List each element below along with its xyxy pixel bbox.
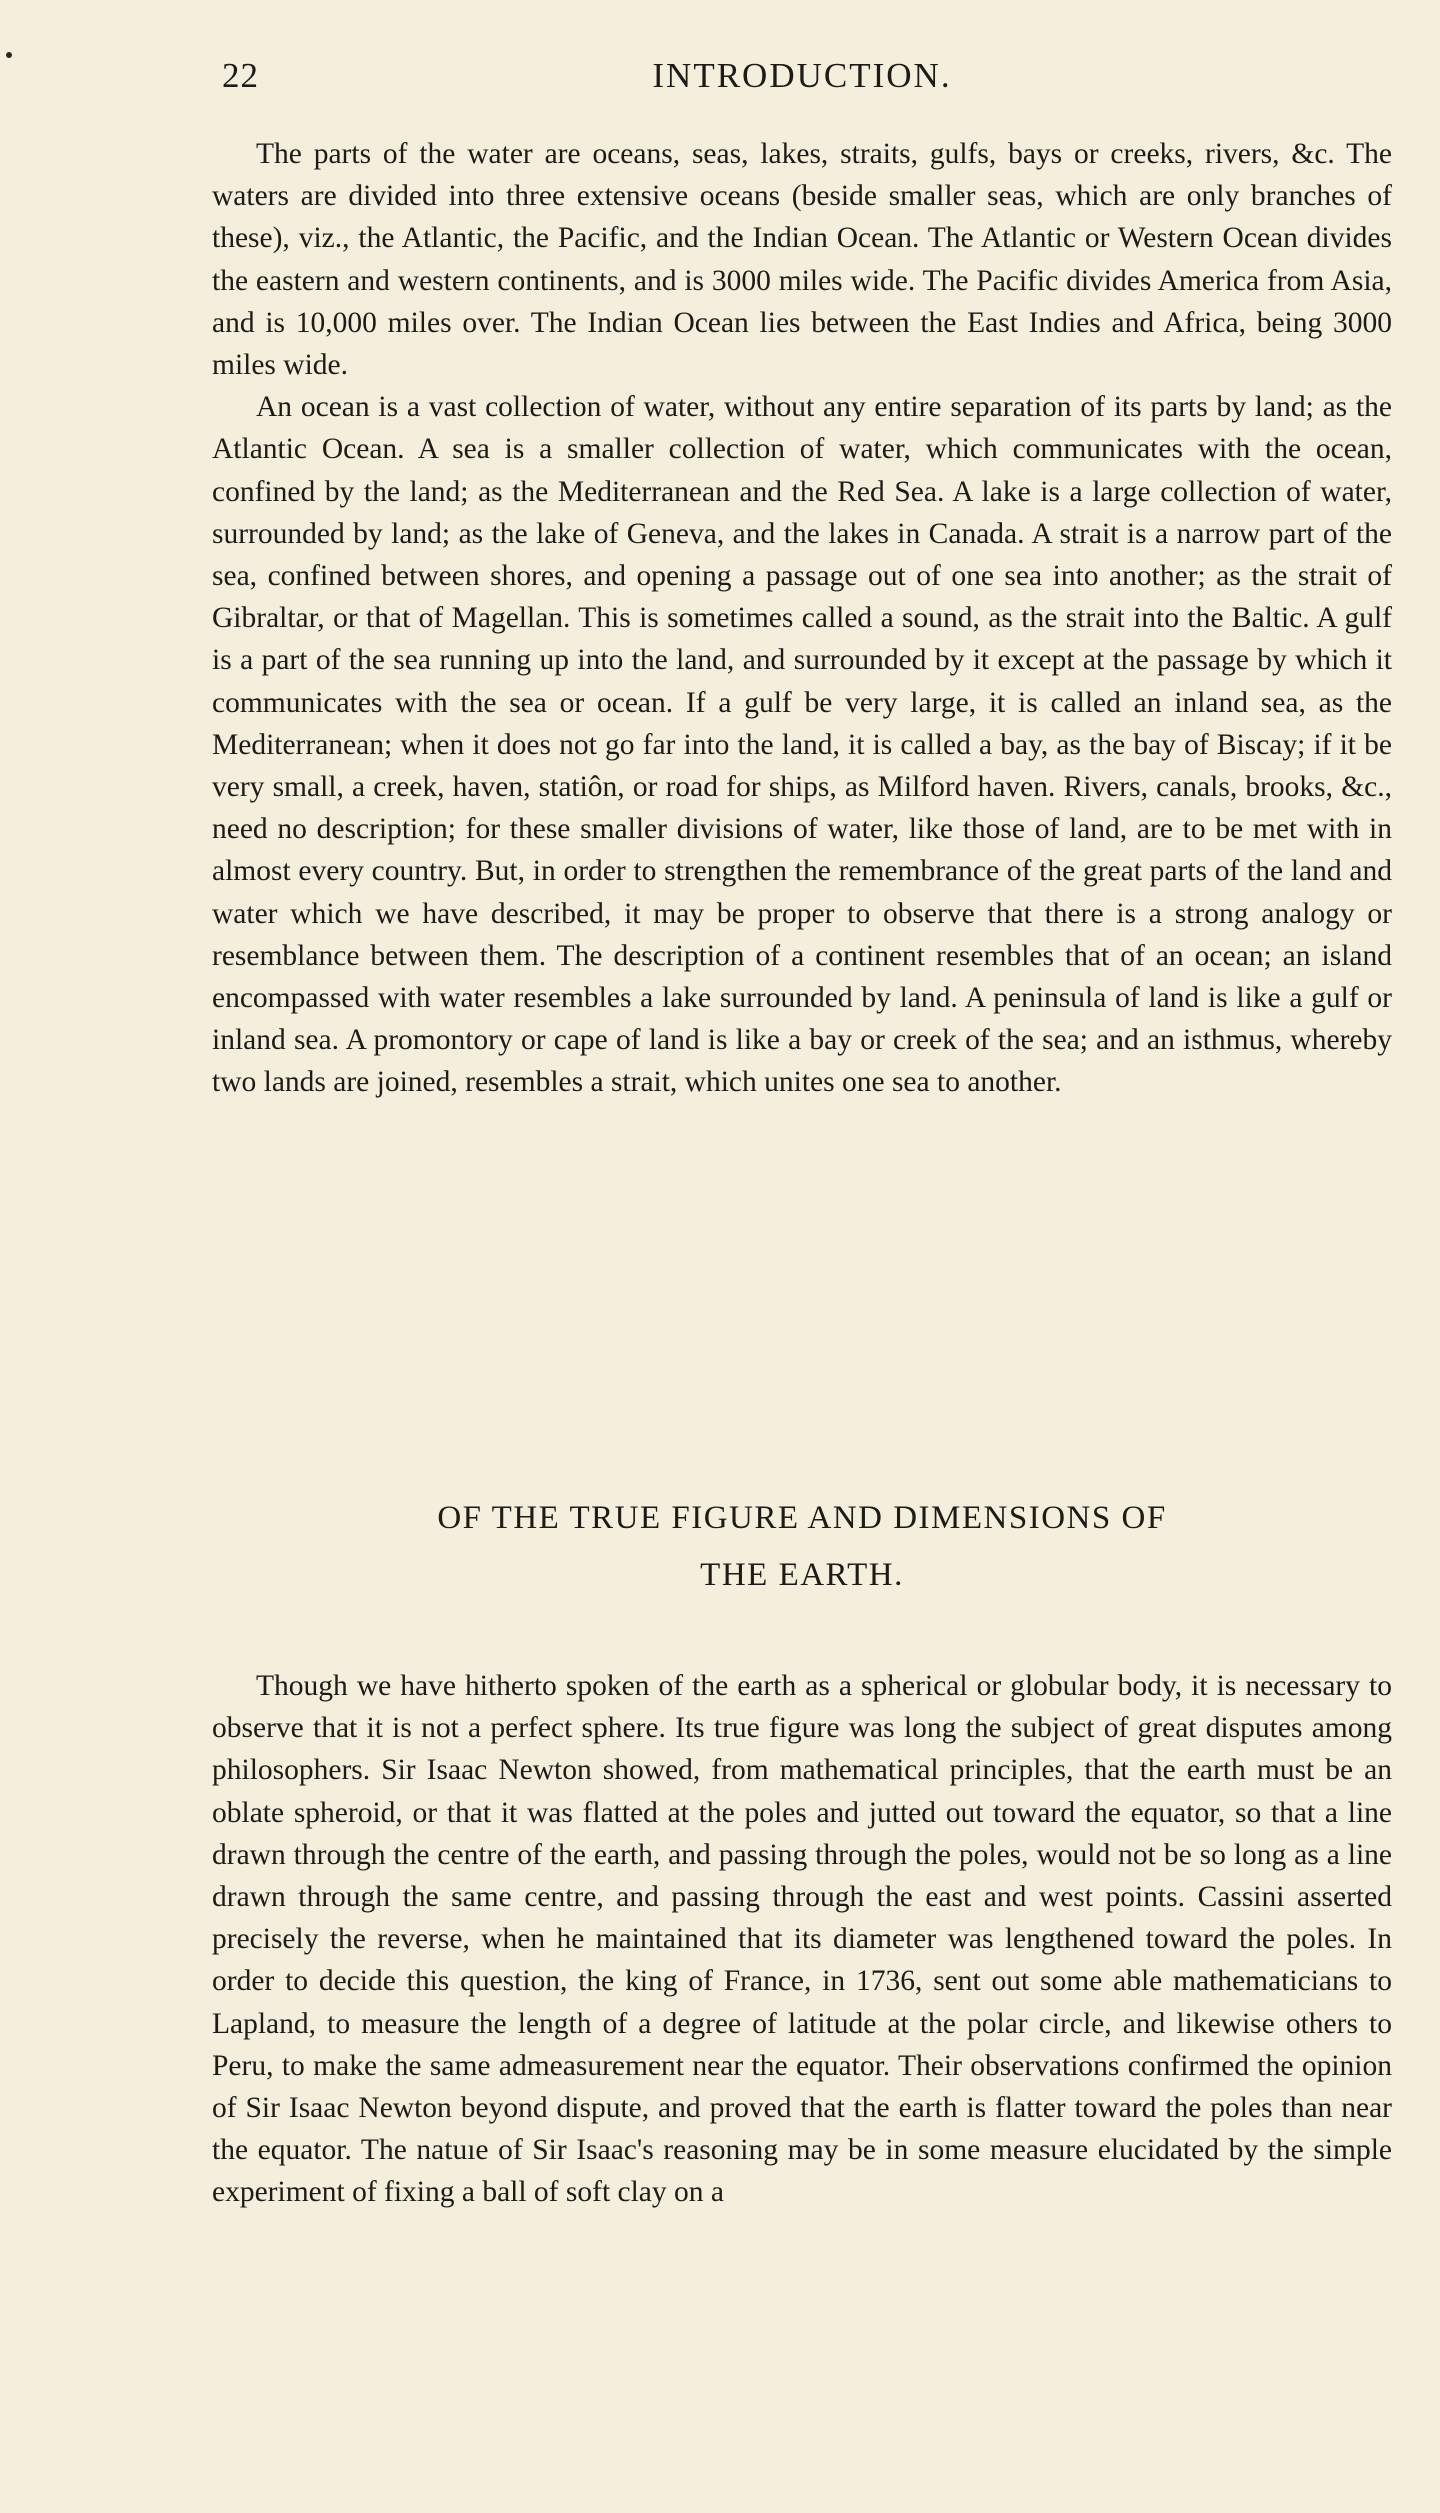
figure-section-text [212,1665,1392,2214]
intro-section-text [212,133,1392,1104]
paragraph-ocean-definitions: An ocean is a vast collection of water, without any entire separation of its parts by land; as the Atlantic Ocean. A sea is a smaller collection of water, which communicates with the ocean, confined by the land; as the Mediterranean and the Red Sea. A lake is a large collection of water, surrounded by land; as the lake of Geneva, and the lakes in Canada. A strait is a narrow part of the sea, confined between shores, and opening a passage out of one sea into another; as the strait of Gibraltar, or that of Magellan. This is sometimes called a sound, as the strait into the Baltic. A gulf is a part of the sea running up into the land, and surrounded by it except at the passage by which it communicates with the sea or ocean. If a gulf be very large, it is called an inland sea, as the Mediterranean; when it does not go far into the land, it is called a bay, as the bay of Biscay; if it be very small, a creek, haven, statiôn, or road for ships, as Milford haven. Rivers, canals, brooks, &c., need no description; for these smaller divisions of water, like those of land, are to be met with in almost every country. But, in order to strengthen the remembrance of the great parts of the land and water which we have described, it may be proper to observe that there is a strong analogy or resemblance between them. The description of a continent resembles that of an ocean; an island encompassed with water resembles a lake surrounded by land. A peninsula of land is like a gulf or inland sea. A promontory or cape of land is like a bay or creek of the sea; and an isthmus, whereby two lands are joined, resembles a strait, which unites one sea to another. [212,391,1392,1099]
section-heading-line-2: THE EARTH. [700,1557,904,1593]
section-heading [212,1490,1392,1604]
page-number: 22 [222,56,259,95]
margin-mark [6,52,12,58]
page-header [222,56,1382,104]
running-title: INTRODUCTION. [652,56,952,95]
section-heading-line-1: OF THE TRUE FIGURE AND DIMENSIONS OF [437,1500,1167,1536]
paragraph-water-divisions: The parts of the water are oceans, seas, lakes, straits, gulfs, bays or creeks, rivers, &c. The waters are divided into three extensive oceans (beside smaller seas, which are only branches of these), viz., the Atlantic, the Pacific, and the Indian Ocean. The Atlantic or Western Ocean divides the eastern and western continents, and is 3000 miles wide. The Pacific divides America from Asia, and is 10,000 miles over. The Indian Ocean lies between the East Indies and Africa, being 3000 miles wide. [212,138,1392,382]
paragraph-earth-figure: Though we have hitherto spoken of the earth as a spherical or globular body, it is necessary to observe that it is not a perfect sphere. Its true figure was long the subject of great disputes among philosophers. Sir Isaac Newton showed, from mathematical principles, that the earth must be an oblate spheroid, or that it was flatted at the poles and jutted out toward the equator, so that a line drawn through the centre of the earth, and passing through the poles, would not be so long as a line drawn through the same centre, and passing through the east and west points. Cassini asserted precisely the reverse, when he maintained that its diameter was lengthened toward the poles. In order to decide this question, the king of France, in 1736, sent out some able mathematicians to Lapland, to measure the length of a degree of latitude at the polar circle, and likewise others to Peru, to make the same admeasurement near the equator. Their observations confirmed the opinion of Sir Isaac Newton beyond dispute, and proved that the earth is flatter toward the poles than near the equator. The natuıe of Sir Isaac's reasoning may be in some measure elucidated by the simple experiment of fixing a ball of soft clay on a [212,1670,1392,2209]
